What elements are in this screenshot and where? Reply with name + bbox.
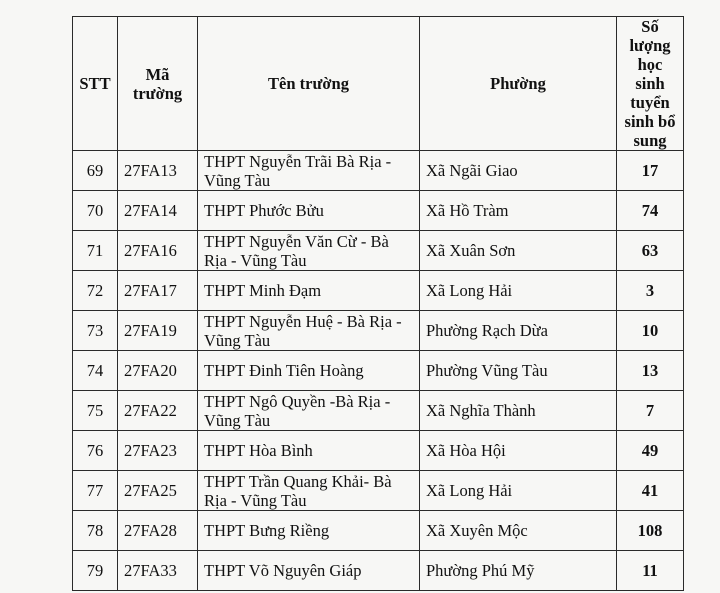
header-student-count: Số lượng học sinh tuyển sinh bổ sung bbox=[617, 17, 684, 151]
cell-ward: Xã Nghĩa Thành bbox=[420, 391, 617, 431]
cell-school-code: 27FA14 bbox=[118, 191, 198, 231]
cell-school-code: 27FA25 bbox=[118, 471, 198, 511]
cell-ward: Xã Xuân Sơn bbox=[420, 231, 617, 271]
cell-student-count: 49 bbox=[617, 431, 684, 471]
cell-school-code: 27FA33 bbox=[118, 551, 198, 591]
cell-stt: 73 bbox=[73, 311, 118, 351]
cell-stt: 75 bbox=[73, 391, 118, 431]
cell-ward: Phường Phú Mỹ bbox=[420, 551, 617, 591]
cell-student-count: 3 bbox=[617, 271, 684, 311]
header-stt: STT bbox=[73, 17, 118, 151]
cell-school-code: 27FA17 bbox=[118, 271, 198, 311]
table-row bbox=[73, 191, 684, 231]
cell-school-code: 27FA16 bbox=[118, 231, 198, 271]
cell-stt: 72 bbox=[73, 271, 118, 311]
cell-ward: Xã Hòa Hội bbox=[420, 431, 617, 471]
cell-school-code: 27FA28 bbox=[118, 511, 198, 551]
cell-school-name: THPT Nguyễn Trãi Bà Rịa - Vũng Tàu bbox=[198, 151, 420, 191]
cell-ward: Phường Rạch Dừa bbox=[420, 311, 617, 351]
cell-student-count: 7 bbox=[617, 391, 684, 431]
table-row bbox=[73, 511, 684, 551]
cell-school-code: 27FA13 bbox=[118, 151, 198, 191]
cell-school-name: THPT Nguyễn Văn Cừ - Bà Rịa - Vũng Tàu bbox=[198, 231, 420, 271]
cell-ward: Xã Long Hải bbox=[420, 271, 617, 311]
cell-stt: 76 bbox=[73, 431, 118, 471]
cell-school-name: THPT Võ Nguyên Giáp bbox=[198, 551, 420, 591]
cell-student-count: 108 bbox=[617, 511, 684, 551]
table-row bbox=[73, 551, 684, 591]
cell-school-name: THPT Đinh Tiên Hoàng bbox=[198, 351, 420, 391]
cell-stt: 70 bbox=[73, 191, 118, 231]
cell-stt: 69 bbox=[73, 151, 118, 191]
cell-student-count: 11 bbox=[617, 551, 684, 591]
cell-school-name: THPT Nguyễn Huệ - Bà Rịa - Vũng Tàu bbox=[198, 311, 420, 351]
cell-student-count: 17 bbox=[617, 151, 684, 191]
cell-ward: Phường Vũng Tàu bbox=[420, 351, 617, 391]
table-header-row bbox=[73, 17, 684, 151]
table-row bbox=[73, 311, 684, 351]
cell-ward: Xã Long Hải bbox=[420, 471, 617, 511]
cell-school-code: 27FA19 bbox=[118, 311, 198, 351]
table-row bbox=[73, 431, 684, 471]
table-body bbox=[73, 151, 684, 591]
table-row bbox=[73, 271, 684, 311]
table-row bbox=[73, 231, 684, 271]
header-school-code: Mã trường bbox=[118, 17, 198, 151]
cell-school-code: 27FA23 bbox=[118, 431, 198, 471]
cell-stt: 79 bbox=[73, 551, 118, 591]
header-school-name: Tên trường bbox=[198, 17, 420, 151]
cell-ward: Xã Ngãi Giao bbox=[420, 151, 617, 191]
cell-school-name: THPT Minh Đạm bbox=[198, 271, 420, 311]
cell-school-name: THPT Hòa Bình bbox=[198, 431, 420, 471]
table-row bbox=[73, 471, 684, 511]
cell-school-name: THPT Bưng Riềng bbox=[198, 511, 420, 551]
cell-school-code: 27FA22 bbox=[118, 391, 198, 431]
cell-student-count: 63 bbox=[617, 231, 684, 271]
cell-ward: Xã Xuyên Mộc bbox=[420, 511, 617, 551]
table-row bbox=[73, 351, 684, 391]
cell-student-count: 74 bbox=[617, 191, 684, 231]
cell-school-name: THPT Phước Bửu bbox=[198, 191, 420, 231]
cell-student-count: 41 bbox=[617, 471, 684, 511]
cell-stt: 74 bbox=[73, 351, 118, 391]
cell-school-code: 27FA20 bbox=[118, 351, 198, 391]
table-row bbox=[73, 151, 684, 191]
cell-student-count: 10 bbox=[617, 311, 684, 351]
cell-school-name: THPT Trần Quang Khải- Bà Rịa - Vũng Tàu bbox=[198, 471, 420, 511]
cell-ward: Xã Hồ Tràm bbox=[420, 191, 617, 231]
header-ward: Phường bbox=[420, 17, 617, 151]
table-row bbox=[73, 391, 684, 431]
cell-student-count: 13 bbox=[617, 351, 684, 391]
cell-stt: 78 bbox=[73, 511, 118, 551]
cell-stt: 71 bbox=[73, 231, 118, 271]
cell-stt: 77 bbox=[73, 471, 118, 511]
cell-school-name: THPT Ngô Quyền -Bà Rịa - Vũng Tàu bbox=[198, 391, 420, 431]
schools-table bbox=[72, 16, 684, 591]
